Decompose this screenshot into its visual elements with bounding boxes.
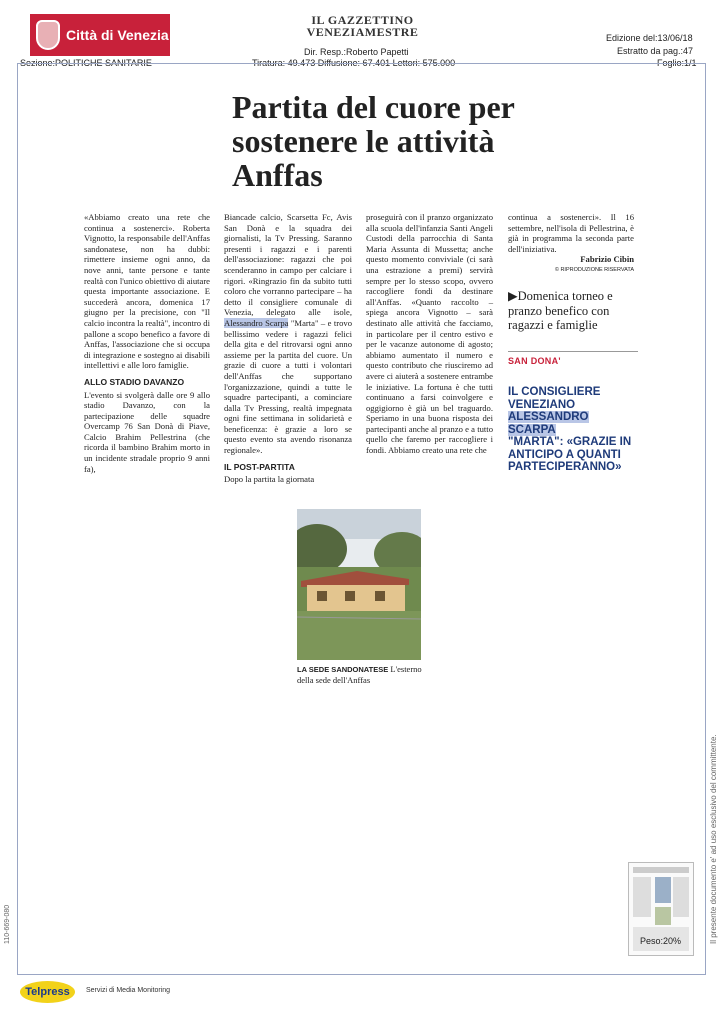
caption-label: LA SEDE SANDONATESE bbox=[297, 665, 389, 674]
paragraph: Biancade calcio, Scarsetta Fc, Avis San Donà e la squadra dei giornalisti, la Tv Pressing. Saranno presenti i ragazzi e i parenti dell'associazione: ragazzi che poi scenderanno in campo per calciare i rigori. «Ringrazio fin da subito tutti coloro che vorranno partecipare – ha detto il consigliere comunale di Venezia, delegato alle isole, Alessandro Scarpa "Marta" – e trovo bellissimo vedere i ragazzi felici della gita e del ritrovarsi ogni anno assieme per la partita del cuore. Un grazie di cuore a tutti i volontari dell'Anffas che supportano l'organizzazione, quindi a tutte le squadre partecipanti, a cominciare dalla Tv Pressing, realtà impegnata ogni fine settimana in solidarietà e beneficenza: è grazie a loro se questo evento sta avendo risonanza regionale». bbox=[224, 212, 352, 456]
newspaper-name: IL GAZZETTINO bbox=[311, 13, 414, 27]
highlighted-name: ALESSANDRO SCARPA bbox=[508, 411, 589, 436]
highlighted-name: Alessandro Scarpa bbox=[224, 317, 289, 328]
article-photo bbox=[297, 509, 421, 660]
location-label: SAN DONA' bbox=[508, 356, 561, 366]
article-column-1 bbox=[84, 212, 210, 474]
article-column-4 bbox=[508, 212, 634, 276]
paragraph: L'evento si svolgerà dalle ore 9 allo stadio Davanzo, con la partecipazione delle squadre Overcamp 76 San Donà di Piave, Calcio Brahim Pellestrina (che ricorda il bambino Brahim morto in un incidente stradale proprio 9 anni fa), bbox=[84, 389, 210, 474]
photo-caption: LA SEDE SANDONATESE L'esterno della sede dell'Anffas bbox=[297, 664, 422, 685]
director: Dir. Resp.:Roberto Papetti bbox=[304, 47, 409, 57]
subheading: IL POST-PARTITA bbox=[224, 461, 295, 472]
circulation-stats: Tiratura: 49.473 Diffusione: 67.401 Lettori: 575.000 bbox=[252, 58, 456, 68]
section-label: Sezione:POLITICHE SANITARIE bbox=[20, 58, 152, 68]
page-extract: Estratto da pag.:47 bbox=[617, 46, 694, 56]
newspaper-edition: VENEZIAMESTRE bbox=[306, 25, 419, 39]
article-column-3 bbox=[366, 212, 493, 456]
sheet-number: Foglio:1/1 bbox=[657, 58, 697, 68]
newspaper-logo bbox=[275, 14, 450, 42]
article-title: Partita del cuore per sostenere le attività Anffas bbox=[232, 89, 515, 193]
paragraph: proseguirà con il pranzo organizzato alla scuola dell'infanzia Santi Angeli Custodi della parrocchia di Santa Maria Assunta di Mussetta; anche questo momento conviviale (ci sarà una estrazione a premi) servirà sempre per lo stesso scopo, ovvero raccogliere fondi da destinare all'Anffas. «Quanto raccolto – spiega ancora Vignotto – sarà destinato alle attività che facciamo, in particolare per il centro estivo e per le vacanze autonome di agosto; abbiamo aumentato il numero e questo contributo che riusciremo ad avere ci aiuterà a sostenere entrambe le iniziative. La fortuna è che tutti continuano a farsi coinvolgere e oggigiorno è già un bel traguardo. Speriamo in una buona risposta dei partecipanti anche al pranzo e a tutto quello che faremo per raccogliere i fondi. Abbiamo creato una rete che bbox=[366, 212, 493, 456]
usage-notice: Il presente documento e' ad uso esclusivo del committente. bbox=[709, 734, 718, 944]
service-label: Servizi di Media Monitoring bbox=[86, 987, 171, 994]
telpress-logo: Telpress bbox=[20, 981, 75, 1003]
subheading: ALLO STADIO DAVANZO bbox=[84, 376, 185, 387]
city-logo bbox=[30, 14, 170, 56]
city-logo-text: Città di Venezia bbox=[66, 27, 169, 43]
paragraph: «Abbiamo creato una rete che continua a sostenerci». Roberta Vignotto, la responsabile dell'Anffas sandonatese, non ha dubbi: rimettere insieme ogni anno, da nove anni, tante persone e tante realtà con l'unico obiettivo di aiutare questa importante associazione. E succederà ancora, domenica 17 giugno per la precisione, con "Il calcio incontra la realtà", incontro di pallone a scopo benefico a favore di Anffas, l'associazione che si occupa di integrazione e sostegno ai disabili intellettivi e alle loro famiglie. bbox=[84, 212, 210, 371]
copyright: © RIPRODUZIONE RISERVATA bbox=[554, 266, 634, 273]
paragraph: continua a sostenerci». Il 16 settembre, nell'isola di Pellestrina, è già in programma la seconda parte dell'iniziativa. bbox=[508, 212, 634, 254]
weight-label: Peso:20% bbox=[640, 936, 682, 946]
author: Fabrizio Cibin bbox=[580, 254, 634, 265]
edition-date: Edizione del:13/06/18 bbox=[606, 33, 693, 43]
paragraph: Dopo la partita la giornata bbox=[224, 474, 315, 485]
divider bbox=[508, 351, 638, 352]
teaser: ▶Domenica torneo e pranzo benefico con ragazzi e famiglie bbox=[508, 289, 613, 332]
document-code: 110-669-080 bbox=[4, 904, 11, 944]
city-seal-icon bbox=[36, 20, 60, 50]
article-column-2 bbox=[224, 212, 352, 485]
pull-quote: IL CONSIGLIERE VENEZIANO ALESSANDRO SCARPA "MARTA": «GRAZIE IN ANTICIPO A QUANTI PARTECIPERANNO» bbox=[508, 386, 632, 473]
